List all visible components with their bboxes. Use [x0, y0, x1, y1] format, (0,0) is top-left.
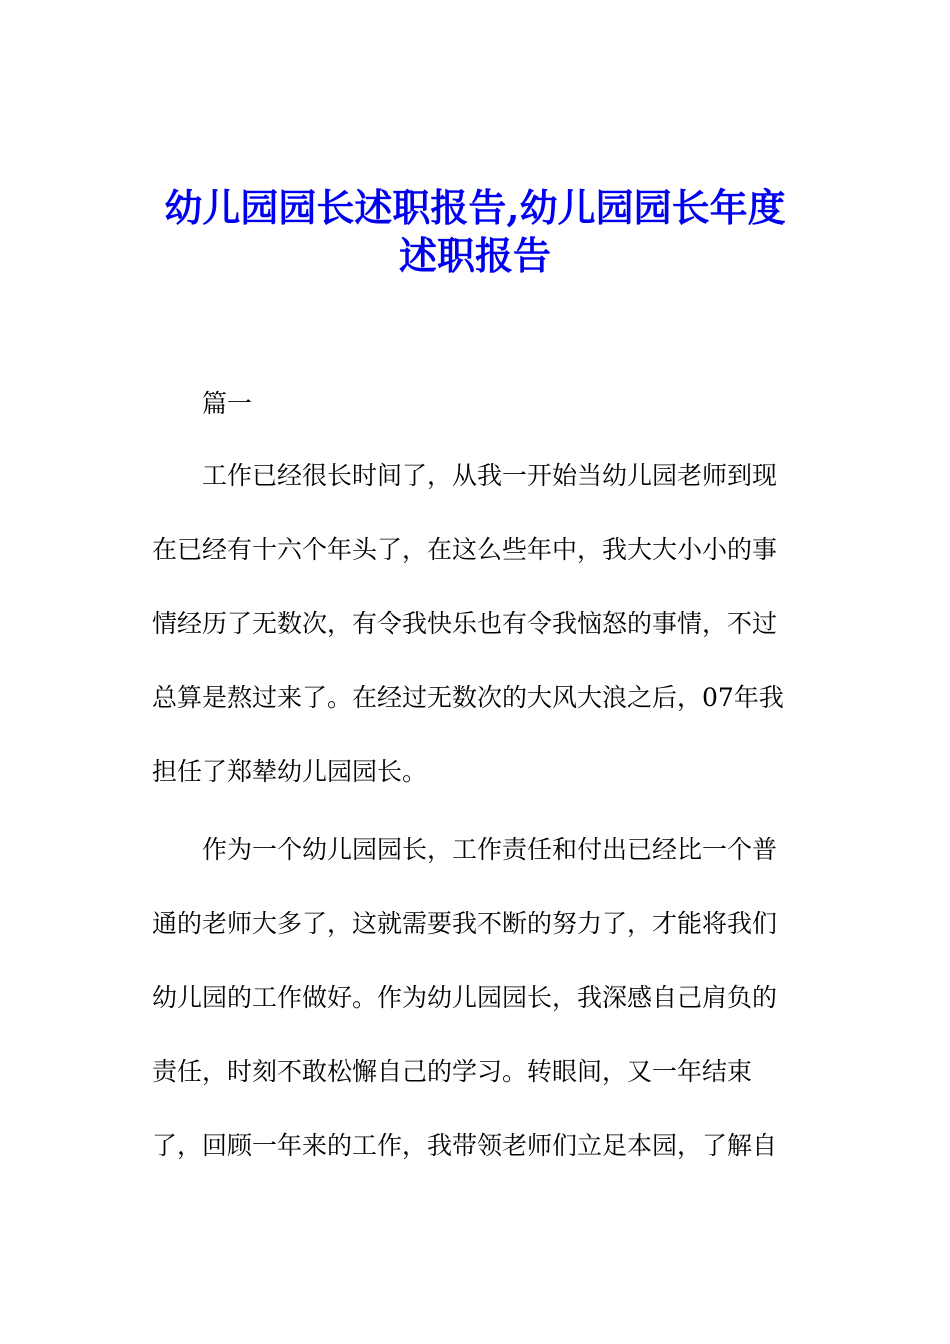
paragraph-line: 作为一个幼儿园园长，工作责任和付出已经比一个普: [202, 835, 778, 864]
paragraph-line: 在已经有十六个年头了，在这么些年中，我大大小小的事: [152, 535, 778, 564]
paragraph-line: 总算是熬过来了。在经过无数次的大风大浪之后，07年我: [152, 683, 784, 712]
paragraph-line: 幼儿园的工作做好。作为幼儿园园长，我深感自己肩负的: [152, 983, 778, 1012]
document-title-line-1: 幼儿园园长述职报告,幼儿园园长年度: [164, 185, 786, 230]
document-title-line-2: 述职报告: [398, 233, 551, 278]
section-heading: 篇一: [202, 389, 253, 418]
paragraph-line: 了，回顾一年来的工作，我带领老师们立足本园，了解自: [152, 1131, 778, 1160]
paragraph-line: 情经历了无数次，有令我快乐也有令我恼怒的事情，不过: [152, 609, 778, 638]
paragraph-line: 担任了郑辇幼儿园园长。: [152, 757, 428, 786]
paragraph-line: 工作已经很长时间了，从我一开始当幼儿园老师到现: [202, 461, 778, 490]
paragraph-line: 责任，时刻不敢松懈自己的学习。转眼间，又一年结束: [152, 1057, 753, 1086]
paragraph-line: 通的老师大多了，这就需要我不断的努力了，才能将我们: [152, 909, 778, 938]
